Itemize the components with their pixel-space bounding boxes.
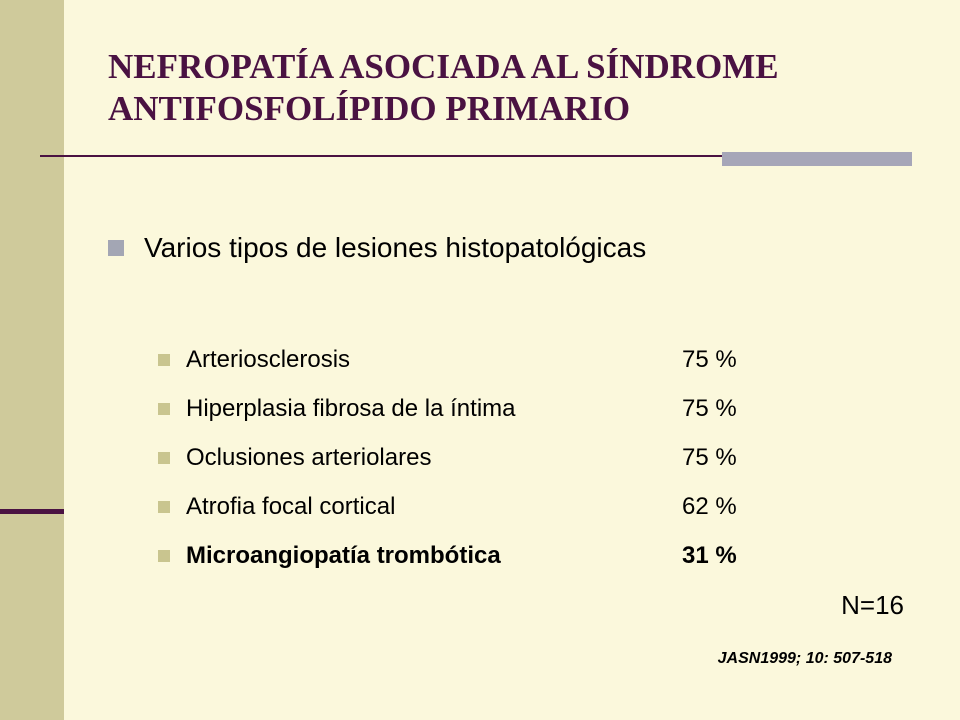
- lesion-item-highlighted: [158, 531, 798, 580]
- lesion-label: Atrofia focal cortical: [186, 492, 396, 520]
- lesion-item: [158, 433, 798, 482]
- square-bullet-icon: [158, 354, 170, 366]
- lesion-percentage: 75 %: [682, 345, 737, 373]
- slide-title: [108, 46, 928, 130]
- lesion-percentage: 31 %: [682, 541, 737, 569]
- square-bullet-icon: [108, 240, 124, 256]
- slide-title-line-2: ANTIFOSFOLÍPIDO PRIMARIO: [108, 89, 631, 128]
- lesion-label: Hiperplasia fibrosa de la íntima: [186, 394, 516, 422]
- lesion-label: Oclusiones arteriolares: [186, 443, 432, 471]
- square-bullet-icon: [158, 403, 170, 415]
- slide-title-line-1: NEFROPATÍA ASOCIADA AL SÍNDROME: [108, 47, 779, 86]
- lesion-item: [158, 482, 798, 531]
- square-bullet-icon: [158, 501, 170, 513]
- square-bullet-icon: [158, 550, 170, 562]
- lesion-percentage: 75 %: [682, 394, 737, 422]
- lesion-list: [158, 335, 798, 580]
- lesion-item: [158, 335, 798, 384]
- left-sidebar-band: [0, 0, 64, 720]
- lesion-label: Arteriosclerosis: [186, 345, 351, 373]
- main-bullet: [108, 232, 646, 264]
- lesion-percentage: 75 %: [682, 443, 737, 471]
- lesion-item: [158, 384, 798, 433]
- citation-reference: JASN1999; 10: 507-518: [717, 650, 892, 667]
- lesion-percentage: 62 %: [682, 492, 737, 520]
- sample-size-label: N=16: [841, 590, 904, 620]
- lesion-label: Microangiopatía trombótica: [186, 541, 501, 569]
- sidebar-divider-line: [0, 509, 64, 514]
- title-accent-bar: [722, 152, 912, 166]
- square-bullet-icon: [158, 452, 170, 464]
- main-bullet-text: Varios tipos de lesiones histopatológicas: [144, 232, 647, 263]
